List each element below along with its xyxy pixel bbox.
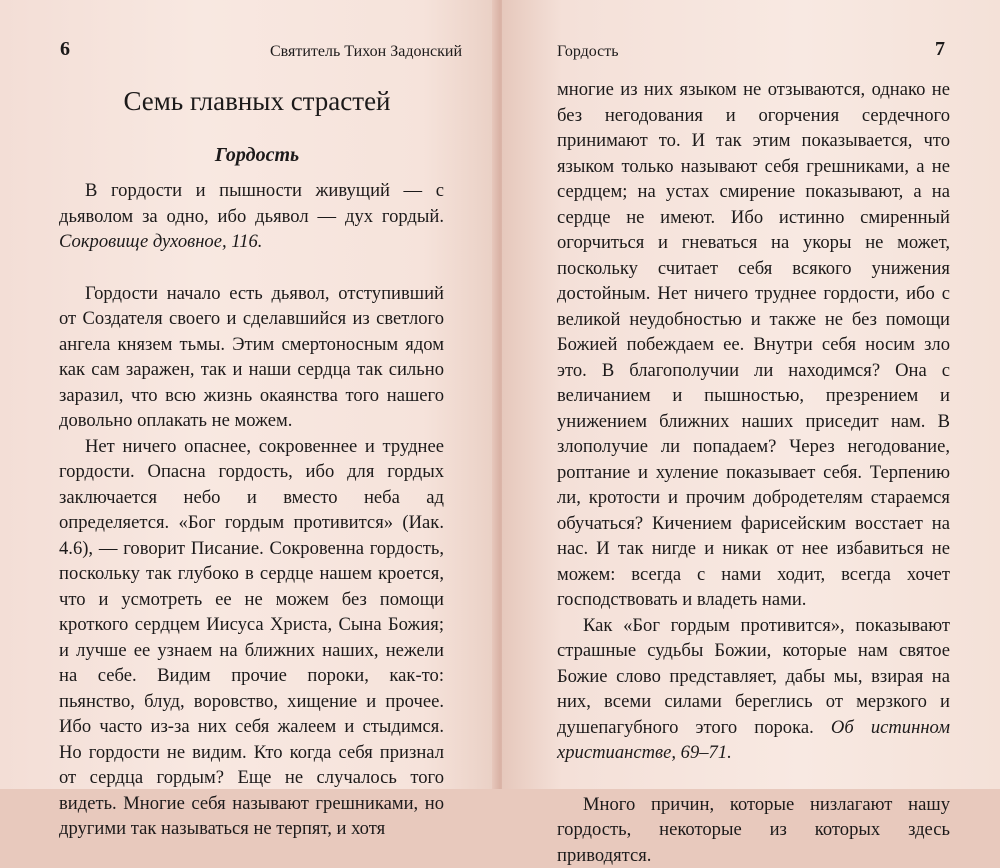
section-subtitle: Гордость xyxy=(82,144,432,167)
paragraph-text: Как «Бог гордым противится», показывают страшные судьбы Божии, которые нам святое Божие слово представляет, дабы мы, взирая на них, всеми силами береглись от мерзкого и душепагубного этого порока. xyxy=(557,615,950,738)
source-reference: Об истинном христианстве, 69–71. xyxy=(557,717,950,764)
running-head-right: Гордость xyxy=(557,43,619,61)
paragraph: многие из них языком не отзываются, однако не без негодования и огорчения сердечного принимают то. И так этим показывается, что языком только называют себя грешниками, а не сердцем; на устах смирение показывают, а на сердце не имеют. Ибо истинно смиренный огорчиться и гневаться на укоры не может, поскольку считает себя всякого унижения достойным. Нет ничего труднее гордости, ибо с великой неудобностью и также не без помощи Божией побеждаем ее. Внутри себя носим зло это. В благополучии ли находимся? Она с величанием и пышностью, презрением и унижением ближних наших приседит нам. В злополучие ли попадаем? Через негодование, роптание и хуление показывает себя. Терпению ли, кротости и прочим добродетелям стараемся обучаться? Кичением фарисейским восстает на нас. И так нигде и никак от нее избавиться не можем: всегда с нами ходит, всегда хочет господствовать и владеть нами. xyxy=(557,77,950,613)
paragraph-text: В гордости и пышности живущий — с дьяволом за одно, ибо дьявол — дух гордый. xyxy=(59,180,444,227)
right-page xyxy=(502,0,1000,789)
paragraph xyxy=(59,178,444,255)
left-text-block xyxy=(59,178,444,842)
paragraph: Гордости начало есть дьявол, отступивший от Создателя своего и сделавшийся из светлого ангела князем тьмы. Этим смертоносным ядом как сам заражен, так и наши сердца так сильно заразил, что всю жизнь окаянства того нашего довольно оплакать не можем. xyxy=(59,281,444,434)
source-reference: Сокровище духовное, 116. xyxy=(59,231,262,252)
right-text-block xyxy=(557,77,950,868)
paragraph: Нет ничего опаснее, сокровеннее и труднее гордости. Опасна гордость, ибо для гордых заключается небо и вместо неба ад определяется. «Бог гордым противится» (Иак. 4.6), — говорит Писание. Сокровенна гордость, поскольку так глубоко в сердце нашем кроется, что и усмотреть ее не можем без помощи кроткого сердцем Иисуса Христа, Сына Божия; и лучше ее узнаем на ближних наших, нежели на себе. Видим прочие пороки, как-то: пьянство, блуд, воровство, хищение и прочее. Ибо часто из-за них себя жалеем и стыдимся. Но гордости не видим. Кто когда себя признал от сердца гордым? Еще не случалось того видеть. Многие себя называют грешниками, но другими так называться не терпят, и хотя xyxy=(59,434,444,842)
running-head-left: Святитель Тихон Задонский xyxy=(270,43,462,61)
paragraph: Много причин, которые низлагают нашу гордость, некоторые из которых здесь приводятся. xyxy=(557,792,950,868)
page-number-left: 6 xyxy=(60,38,70,61)
chapter-title: Семь главных страстей xyxy=(82,86,432,117)
left-page xyxy=(0,0,498,789)
paragraph xyxy=(557,613,950,766)
page-number-right: 7 xyxy=(935,38,945,61)
